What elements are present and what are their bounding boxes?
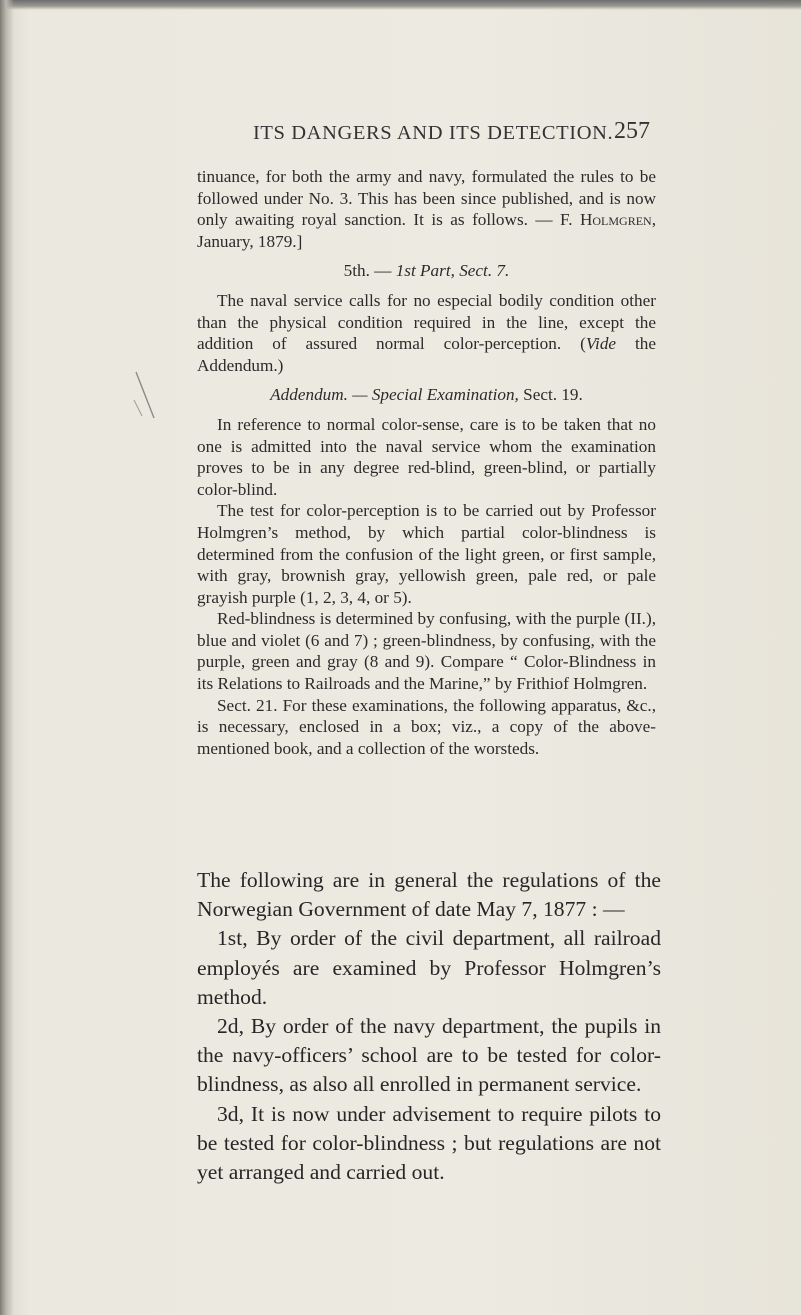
section-heading-addendum: Addendum. — Special Examination, Sect. 19. bbox=[270, 385, 583, 405]
paragraph-color-sense: In reference to normal color-sense, care is to be taken that no one is admitted into the naval service whom the examination proves to be in any degree red-blind, green-blind, or partially color-blind. bbox=[197, 414, 656, 499]
small-type-section bbox=[197, 166, 656, 759]
running-head: ITS DANGERS AND ITS DETECTION. bbox=[253, 122, 614, 144]
margin-pencil-mark bbox=[132, 370, 160, 450]
paragraph-norwegian-regulations: The following are in general the regulations of the Norwegian Government of date May 7, 1877 : — bbox=[197, 868, 661, 922]
page-number: 257 bbox=[614, 118, 650, 144]
paragraph-red-blindness: Red-blindness is determined by confusing, with the purple (II.), blue and violet (6 and 7) ; green-blindness, by confusing, with the purple, green and gray (8 and 9). Compare “ Color-Blindness in its Relations to Railroads and the Marine,” by Frithiof Holmgren. bbox=[197, 609, 656, 694]
author-name: Holmgren bbox=[579, 210, 652, 230]
paragraph-2d: 2d, By order of the navy department, the pupils in the navy-officers’ school are to be tested for color-blindness, as also all enrolled in permanent service. bbox=[197, 1014, 661, 1097]
paragraph-naval-service: The naval service calls for no especial bodily condition other than the physical condition required in the line, except the addition of assured normal color-perception. (Vide the Addendum.) bbox=[197, 290, 656, 375]
large-type-section bbox=[197, 866, 661, 1187]
page-binding-edge bbox=[0, 0, 14, 1315]
paragraph-continuation: tinuance, for both the army and navy, formulated the rules to be followed under No. 3. This has been since published, and is now only awaiting royal sanction. It is as follows. — F. Holmgren, January, 1879.] bbox=[197, 167, 656, 251]
page-header bbox=[0, 118, 801, 152]
page-top-edge bbox=[0, 0, 801, 10]
paragraph-test-method: The test for color-perception is to be carried out by Professor Holmgren’s method, by which partial color-blindness is determined from the confusion of the light green, or first sample, with gray, brownish gray, yellowish green, pale red, or pale grayish purple (1, 2, 3, 4, or 5). bbox=[197, 501, 656, 607]
paragraph-3d: 3d, It is now under advisement to require pilots to be tested for color-blindness ; but regulations are not yet arranged and carried out. bbox=[197, 1101, 661, 1185]
paragraph-1st: 1st, By order of the civil department, all railroad employés are examined by Professor Holmgren’s method. bbox=[197, 926, 661, 1009]
section-heading-5th: 5th. — 1st Part, Sect. 7. bbox=[343, 261, 510, 281]
paragraph-sect-21: Sect. 21. For these examinations, the following apparatus, &c., is necessary, enclosed in a box; viz., a copy of the above-mentioned book, and a collection of the worsteds. bbox=[197, 695, 656, 758]
